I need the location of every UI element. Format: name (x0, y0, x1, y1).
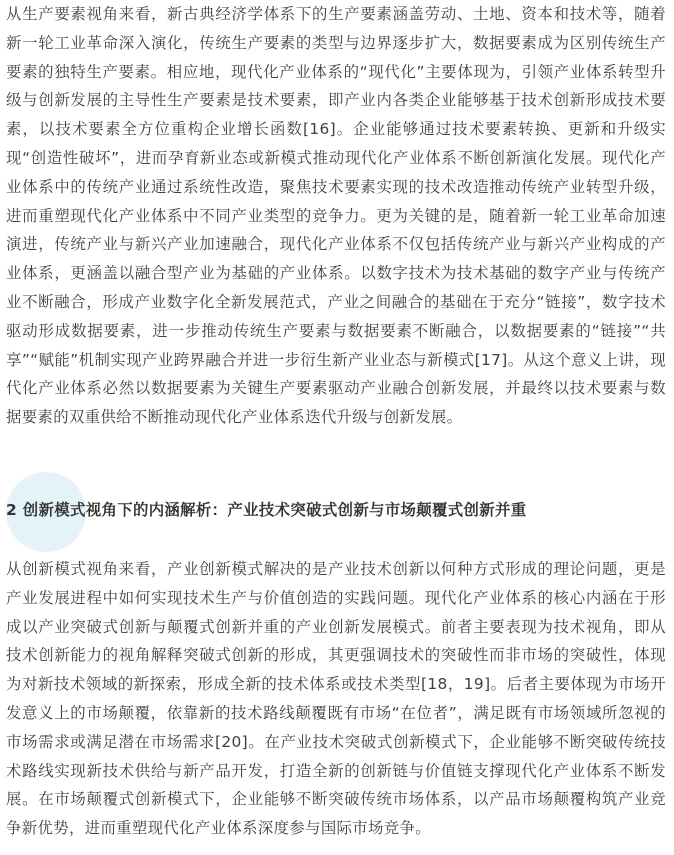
section-heading: 2 创新模式视角下的内涵解析：产业技术突破式创新与市场颠覆式创新并重 (6, 501, 527, 519)
section-heading-block (0, 468, 674, 554)
paragraph-innovation-model: 从创新模式视角来看，产业创新模式解决的是产业技术创新以何种方式形成的理论问题，更是产业发展进程中如何实现技术生产与价值创造的实践问题。现代化产业体系的核心内涵在于形成以产业突破式创新与颠覆式创新并重的产业创新发展模式。前者主要表现为技术视角，即从技术创新能力的视角解释突破式创新的形成，其更强调技术的突破性而非市场的突破性，体现为对新技术领域的新探索，形成全新的技术体系或技术类型[18，19]。后者主要体现为市场开发意义上的市场颠覆，依靠新的技术路线颠覆既有市场“在位者”，满足既有市场领域所忽视的市场需求或满足潜在市场需求[20]。在产业技术突破式创新模式下，企业能够不断突破传统技术路线实现新技术供给与新产品开发，打造全新的创新链与价值链支撑现代化产业体系不断发展。在市场颠覆式创新模式下，企业能够不断突破传统市场体系，以产品市场颠覆构筑产业竞争新优势，进而重塑现代化产业体系深度参与国际市场竞争。 (6, 560, 666, 838)
paragraph-production-factors: 从生产要素视角来看，新古典经济学体系下的生产要素涵盖劳动、土地、资本和技术等，随着新一轮工业革命深入演化，传统生产要素的类型与边界逐步扩大，数据要素成为区别传统生产要素的独特生产要素。相应地，现代化产业体系的“现代化”主要体现为，引领产业体系转型升级与创新发展的主导性生产要素是技术要素，即产业内各类企业能够基于技术创新形成技术要素，以技术要素全方位重构企业增长函数[16]。企业能够通过技术要素转换、更新和升级实现“创造性破坏”，进而孕育新业态或新模式推动现代化产业体系不断创新演化发展。现代化产业体系中的传统产业通过系统性改造，聚焦技术要素实现的技术改造推动传统产业转型升级，进而重塑现代化产业体系中不同产业类型的竞争力。更为关键的是，随着新一轮工业革命加速演进，传统产业与新兴产业加速融合，现代化产业体系不仅包括传统产业与新兴产业构成的产业体系，更涵盖以融合型产业为基础的产业体系。以数字技术为技术基础的数字产业与传统产业不断融合，形成产业数字化全新发展范式，产业之间融合的基础在于充分“链接”，数字技术驱动形成数据要素，进一步推动传统生产要素与数据要素不断融合，以数据要素的“链接”“共享”“赋能”机制实现产业跨界融合并进一步衍生新产业业态与新模式[17]。从这个意义上讲，现代化产业体系必然以数据要素为关键生产要素驱动产业融合创新发展，并最终以技术要素与数据要素的双重供给不断推动现代化产业体系迭代升级与创新发展。 (6, 5, 666, 427)
